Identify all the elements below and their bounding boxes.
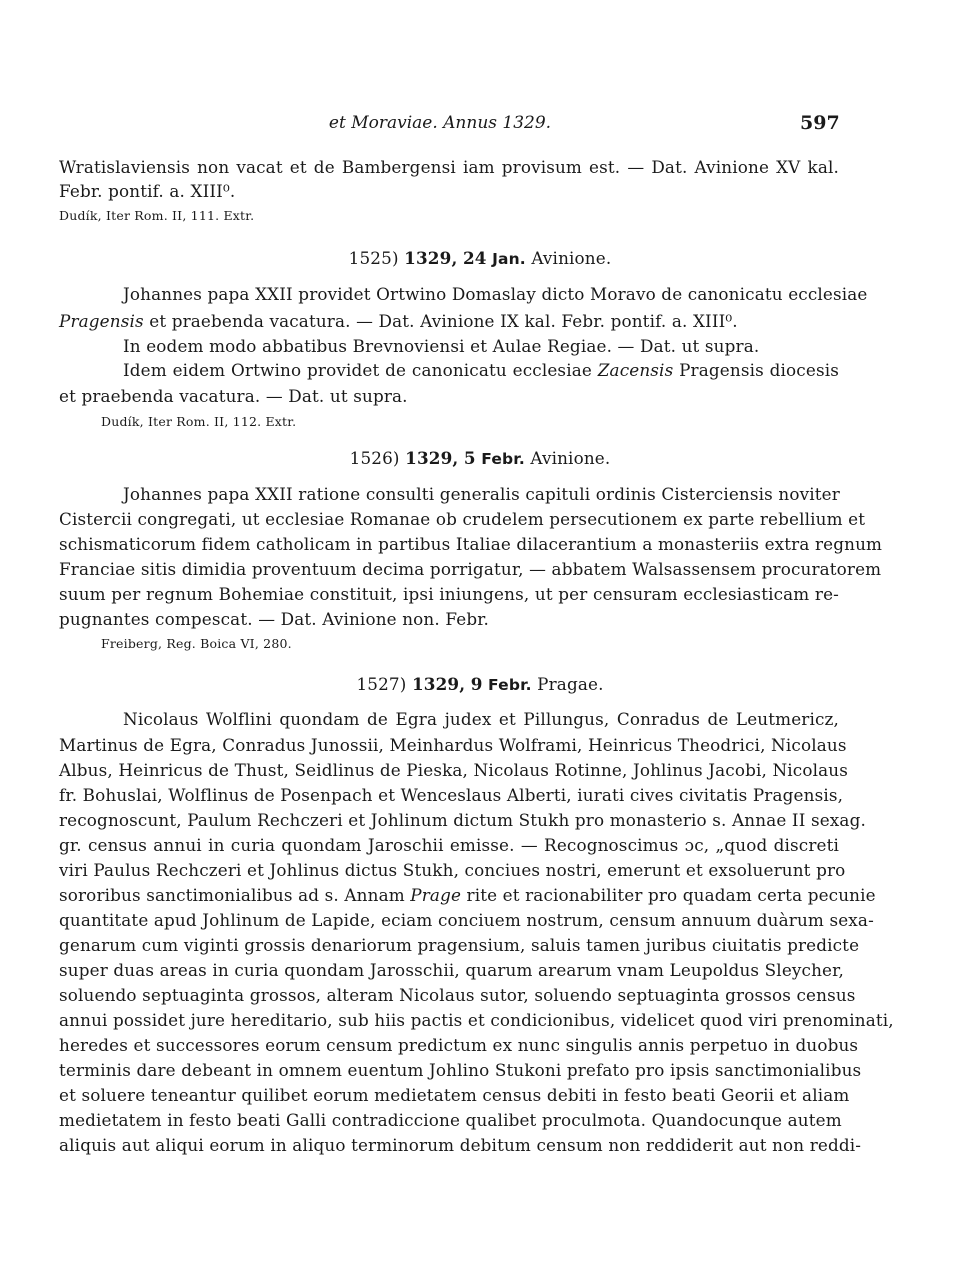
entry-1526-line-3: schismaticorum fidem catholicam in partibus Italiae dilacerantium a monasteriis extra regnum	[59, 534, 883, 554]
entry-1527-prage: Prage	[410, 885, 462, 905]
entry-1525-month: Jan.	[492, 250, 526, 268]
entry-1527-line-9: quantitate apud Johlinum de Lapide, eciam conciuem nostrum, censum annuum duàrum sexa-	[59, 910, 874, 930]
entry-1525-number: 1525)	[348, 248, 399, 268]
entry-1525-day: 24	[462, 248, 487, 268]
entry-1525-line-4-c: Pragensis diocesis	[673, 360, 839, 380]
entry-1525-line-4-a: Idem eidem Ortwino providet de canonicatu ecclesiae	[123, 360, 598, 380]
entry-1527-line-4: fr. Bohuslai, Wolflinus de Posenpach et Wenceslaus Alberti, iurati cives civitatis Pragensis,	[59, 785, 844, 805]
entry-1527-line-3: Albus, Heinricus de Thust, Seidlinus de Pieska, Nicolaus Rotinne, Johlinus Jacobi, Nicolaus	[59, 760, 849, 780]
entry-1527-line-17: medietatem in festo beati Galli contradiccione qualibet proculmota. Quandocunque autem	[59, 1110, 842, 1130]
entry-1527-line-7: viri Paulus Rechczeri et Johlinus dictus Stukh, conciues nostri, emerunt et exsoluerunt pro	[59, 860, 846, 880]
entry-1527-line-10: genarum cum viginti grossis denariorum pragensium, saluis tamen juribus ciuitatis predicte	[59, 935, 860, 955]
running-header-title: et Moraviae. Annus 1329.	[328, 113, 552, 133]
entry-1525-heading	[0, 246, 960, 271]
intro-line-2: Febr. pontif. a. XIII⁰.	[59, 181, 236, 201]
intro-source: Dudík, Iter Rom. II, 111. Extr.	[59, 208, 255, 223]
entry-1526-year: 1329,	[405, 448, 459, 468]
entry-1527-day: 9	[470, 674, 483, 694]
entry-1526-source: Freiberg, Reg. Boica VI, 280.	[101, 636, 292, 651]
entry-1525-line-4	[123, 358, 839, 382]
entry-1525-line-1: Johannes papa XXII providet Ortwino Domaslay dicto Moravo de canonicatu ecclesiae	[123, 284, 868, 304]
entry-1526-line-6: pugnantes compescat. — Dat. Avinione non. Febr.	[59, 609, 490, 629]
entry-1525-source: Dudík, Iter Rom. II, 112. Extr.	[101, 414, 297, 429]
entry-1525-line-2-text: et praebenda vacatura. — Dat. Avinione IX kal. Febr. pontif. a. XIII⁰.	[143, 311, 738, 331]
entry-1527-line-13: annui possidet jure hereditario, sub hiis pactis et condicionibus, videlicet quod viri prenominati,	[59, 1010, 894, 1030]
entry-1527-line-8-c: rite et racionabiliter pro quadam certa pecunie	[461, 885, 876, 905]
entry-1527-line-6: gr. census annui in curia quondam Jaroschii emisse. — Recognoscimus ɔc, „quod discreti	[59, 835, 839, 855]
entry-1526-line-1: Johannes papa XXII ratione consulti generalis capituli ordinis Cisterciensis noviter	[123, 484, 840, 504]
entry-1526-day: 5	[463, 448, 476, 468]
entry-1525-zacensis: Zacensis	[597, 360, 674, 380]
entry-1527-number: 1527)	[356, 674, 407, 694]
entry-1525-line-3: In eodem modo abbatibus Brevnoviensi et Aulae Regiae. — Dat. ut supra.	[123, 336, 760, 356]
entry-1525-line-5: et praebenda vacatura. — Dat. ut supra.	[59, 386, 408, 406]
entry-1526-line-5: suum per regnum Bohemiae constituit, ipsi iniungens, ut per censuram ecclesiasticam re-	[59, 584, 839, 604]
entry-1527-line-8-a: sororibus sanctimonialibus ad s. Annam	[59, 885, 411, 905]
entry-1527-line-11: super duas areas in curia quondam Jarosschii, quarum arearum vnam Leupoldus Sleycher,	[59, 960, 844, 980]
entry-1527-place: Pragae.	[537, 674, 604, 694]
entry-1526-number: 1526)	[349, 448, 400, 468]
intro-line-1: Wratislaviensis non vacat et de Bambergensi iam provisum est. — Dat. Avinione XV kal.	[59, 157, 839, 177]
entry-1527-line-14: heredes et successores eorum censum predictum ex nunc singulis annis perpetuo in duobus	[59, 1035, 859, 1055]
entry-1525-year: 1329,	[404, 248, 458, 268]
entry-1525-place: Avinione.	[531, 248, 612, 268]
entry-1527-line-8	[59, 883, 876, 907]
entry-1527-month: Febr.	[488, 676, 532, 694]
entry-1527-line-1: Nicolaus Wolflini quondam de Egra judex et Pillungus, Conradus de Leutmericz,	[123, 709, 839, 729]
entry-1527-line-18: aliquis aut aliqui eorum in aliquo terminorum debitum censum non reddiderit aut non reddi-	[59, 1135, 862, 1155]
page-number: 597	[800, 112, 840, 134]
entry-1525-place-name: Pragensis	[59, 311, 144, 331]
entry-1527-heading	[0, 672, 960, 697]
entry-1526-month: Febr.	[481, 450, 525, 468]
entry-1527-line-5: recognoscunt, Paulum Rechczeri et Johlinum dictum Stukh pro monasterio s. Annae II sexag.	[59, 810, 866, 830]
entry-1526-place: Avinione.	[530, 448, 611, 468]
entry-1527-line-15: terminis dare debeant in omnem euentum Johlino Stukoni prefato pro ipsis sanctimonialibus	[59, 1060, 862, 1080]
entry-1527-line-2: Martinus de Egra, Conradus Junossii, Meinhardus Wolframi, Heinricus Theodrici, Nicolaus	[59, 735, 847, 755]
entry-1526-line-2: Cistercii congregati, ut ecclesiae Romanae ob crudelem persecutionem ex parte rebellium et	[59, 509, 866, 529]
entry-1527-year: 1329,	[411, 674, 466, 694]
entry-1525-line-2	[59, 309, 839, 333]
entry-1527-line-16: et soluere teneantur quilibet eorum medietatem census debiti in festo beati Georii et aliam	[59, 1085, 850, 1105]
entry-1526-heading	[0, 446, 960, 471]
entry-1527-line-12: soluendo septuaginta grossos, alteram Nicolaus sutor, soluendo septuaginta grossos census	[59, 985, 856, 1005]
entry-1526-line-4: Franciae sitis dimidia proventuum decima porrigatur, — abbatem Walsassensem procuratorem	[59, 559, 882, 579]
